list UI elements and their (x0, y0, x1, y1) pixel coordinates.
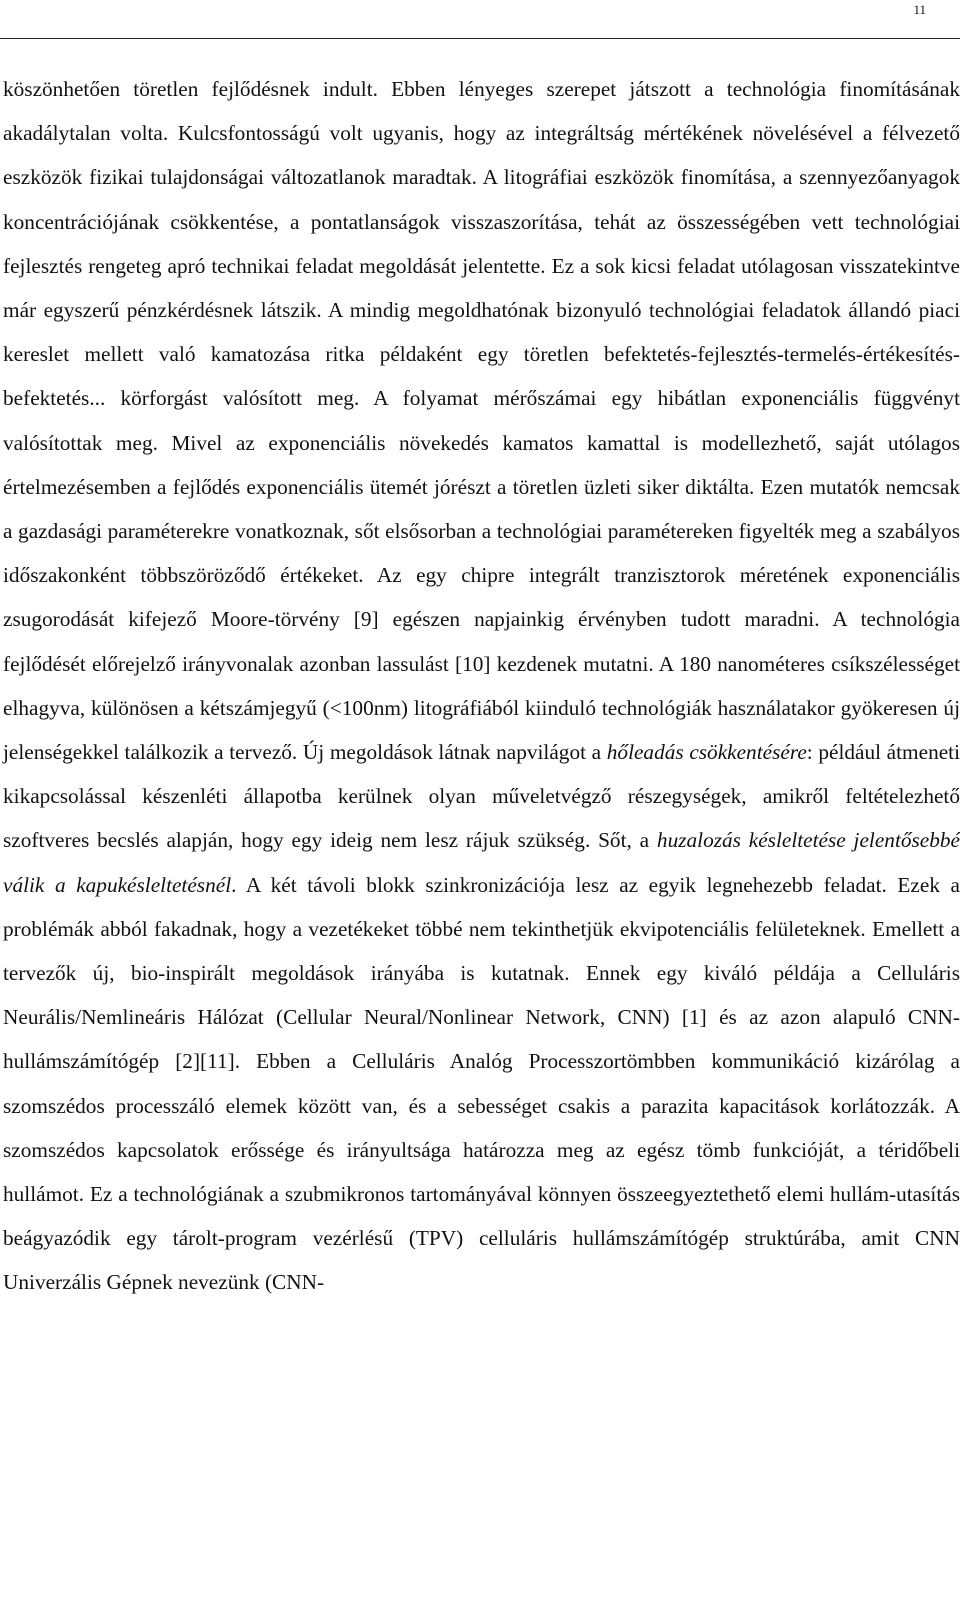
paragraph-text-1: köszönhetően töretlen fejlődésnek indult. Ebben lényeges szerepet játszott a technológia finomításának akadálytalan volta. Kulcsfontosságú volt ugyanis, hogy az integráltság mértékének növelésével a félvezető eszközök fizikai tulajdonságai változatlanok maradtak. A litográfiai eszközök finomítása, a szennyezőanyagok koncentrációjának csökkentése, a pontatlanságok visszaszorítása, tehát az összességében vett technológiai fejlesztés rengeteg apró technikai feladat megoldását jelentette. Ez a sok kicsi feladat utólagosan visszatekintve már egyszerű pénzkérdésnek látszik. A mindig megoldhatónak bizonyuló technológiai feladatok állandó piaci kereslet mellett való kamatozása ritka példaként egy töretlen befektetés-fejlesztés-termelés-értékesítés-befektetés... körforgást valósított meg. A folyamat mérőszámai egy hibátlan exponenciális függvényt valósítottak meg. Mivel az exponenciális növekedés kamatos kamattal is modellezhető, saját utólagos értelmezésemben a fejlődés exponenciális ütemét jórészt a töretlen üzleti siker diktálta. Ezen mutatók nemcsak a gazdasági paraméterekre vonatkoznak, sőt elsősorban a technológiai paramétereken figyelték meg a szabályos időszakonként többszöröződő értékeket. Az egy chipre integrált tranzisztorok méretének exponenciális zsugorodását kifejező Moore-törvény [9] egészen napjainkig érvényben tudott maradni. A technológia fejlődését előrejelző irányvonalak azonban lassulást [10] kezdenek mutatni. A 180 nanométeres csíkszélességet elhagyva, különösen a kétszámjegyű (<100nm) litográfiából kiinduló technológiák használatakor gyökeresen új jelenségekkel találkozik a tervező. Új megoldások látnak napvilágot a (3, 77, 960, 765)
body-paragraph (3, 67, 960, 1305)
emphasis-wire-delay: huzalozás késleltetése jelentősebbé válik a kapukésleltetésnél (3, 828, 960, 897)
header-divider (0, 38, 960, 39)
paragraph-text-2: : például átmeneti kikapcsolással készenléti állapotba kerülnek olyan műveletvégző részegységek, amikről feltételezhető szoftveres becslés alapján, hogy egy ideig nem lesz rájuk szükség. Sőt, a (3, 740, 960, 853)
page-number: 11 (913, 2, 926, 17)
emphasis-heat-dissipation: hőleadás csökkentésére (606, 740, 807, 765)
paragraph-text-3: . A két távoli blokk szinkronizációja lesz az egyik legnehezebb feladat. Ezek a problémák abból fakadnak, hogy a vezetékeket többé nem tekinthetjük ekvipotenciális felületeknek. Emellett a tervezők új, bio-inspirált megoldások irányába is kutatnak. Ennek egy kiváló példája a Celluláris Neurális/Nemlineáris Hálózat (Cellular Neural/Nonlinear Network, CNN) [1] és az azon alapuló CNN-hullámszámítógép [2][11]. Ebben a Celluláris Analóg Processzortömbben kommunikáció kizárólag a szomszédos processzáló elemek között van, és a sebességet csakis a parazita kapacitások korlátozzák. A szomszédos kapcsolatok erőssége és irányultsága határozza meg az egész tömb funkcióját, a téridőbeli hullámot. Ez a technológiának a szubmikronos tartományával könnyen összeegyeztethető elemi hullám-utasítás beágyazódik egy tárolt-program vezérlésű (TPV) celluláris hullámszámítógép struktúrába, amit CNN Univerzális Gépnek nevezünk (CNN- (3, 872, 960, 1295)
